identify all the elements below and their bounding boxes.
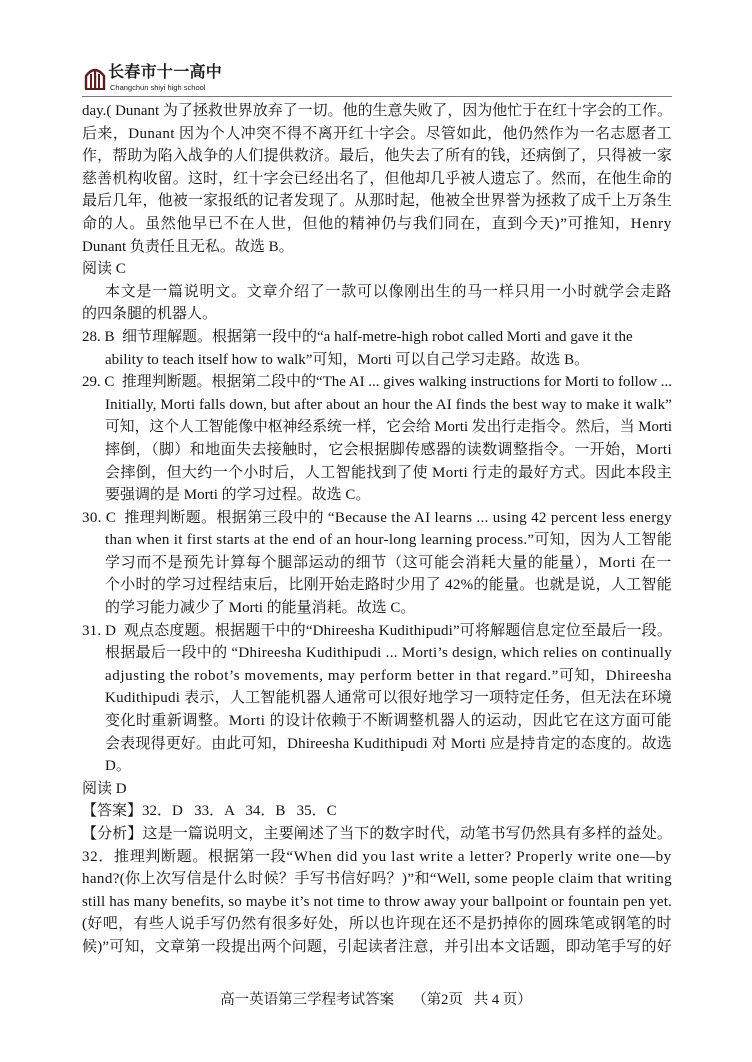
question-31-line: D。: [105, 758, 131, 775]
answer-key: 【答案】32．D 33．A 34．B 35．C: [82, 803, 337, 820]
question-32-line: hand?(你上次写信是什么时候？手写书信好吗？)”和“Well, some people claim that writing: [82, 871, 672, 888]
question-32-line: (好吧，有些人说手写仍然有很多好处，所以也许现在还不是扔掉你的圆珠笔或钢笔的时: [82, 916, 673, 933]
question-29-line: Initially, Morti falls down, but after about an hour the AI finds the best way to make it walk”: [105, 396, 672, 413]
header-divider: [82, 96, 672, 97]
question-30-line: 的学习能力减少了 Morti 的能量消耗。故选 C。: [105, 600, 416, 617]
explanation-line: 命的人。虽然他早已不在人世，但他的精神仍与我们同在，直到今天)”可推知，Henry: [82, 215, 672, 232]
question-30: [82, 507, 672, 620]
explanation-line: day.( Dunant 为了拯救世界放弃了一切。他的生意失败了，因为他忙于在红十字会的工作。: [82, 103, 672, 119]
passage-summary-line: 的四条腿的机器人。: [82, 306, 218, 323]
question-29-line: 摔倒，（脚）和地面失去接触时，它会根据脚传感器的读数调整指令。一开始，Morti: [105, 441, 672, 458]
footer-page-number: （第2页 共 4 页）: [412, 992, 532, 1008]
passage-summary-line: 本文是一篇说明文。文章介绍了一款可以像刚出生的马一样只用一小时就学会走路: [105, 283, 673, 300]
explanation-line: Dunant 负责任且无私。故选 B。: [82, 238, 294, 255]
explanation-line: 慈善机构收留。这时，红十字会已经出名了，但他却几乎被人遗忘了。然而，在他生命的: [82, 170, 672, 187]
reading-c-section: [82, 258, 672, 778]
question-28-line: ability to teach itself how to walk”可知，Morti 可以自己学习走路。故选 B。: [105, 351, 590, 368]
passage-analysis: 【分析】这是一篇说明文，主要阐述了当下的数字时代，动笔书写仍然具有多样的益处。: [82, 826, 672, 842]
question-32-line: 候)”可知，文章第一段提出两个问题，引起读者注意，并引出本文话题，即动笔手写的好: [82, 938, 672, 955]
question-30-line: 30. C 推理判断题。根据第三段中的 “Because the AI learns ... using 42 percent less energy: [82, 509, 672, 526]
question-32-line: still has many benefits, so maybe it’s not time to throw away your ballpoint or fountain pen yet.: [82, 893, 672, 910]
question-29: [82, 371, 672, 507]
question-29-line: 29. C 推理判断题。根据第二段中的“The AI ... gives walking instructions for Morti to follow ...: [82, 374, 672, 391]
question-31-line: 会表现得更好。由此可知，Dhireesha Kudithipudi 对 Morti 应是持肯定的态度的。故选: [105, 735, 672, 752]
question-31-line: adjusting the robot’s movements, may perform better in that regard.”可知，Dhireesha: [105, 667, 673, 684]
section-heading: 阅读 D: [82, 780, 127, 797]
explanation-line: 最后几年，他被一家报纸的记者发现了。从那时起，他被全世界誉为拯救了成千上万条生: [82, 193, 672, 210]
question-28-line: 28. B 细节理解题。根据第一段中的“a half-metre-high robot called Morti and gave it the: [82, 328, 633, 345]
answer-explanations: [82, 100, 672, 959]
page-header: [84, 63, 234, 93]
question-31-line: 变化时重新调整。Morti 的设计依赖于不断调整机器人的运动，因此它在这方面可能: [105, 713, 673, 730]
question-31-line: Kudithipudi 表示，人工智能机器人通常可以很好地学习一项特定任务，但无法在环境: [105, 690, 672, 707]
school-name-english: Changchun shiyi high school: [110, 83, 206, 92]
question-29-line: 要强调的是 Morti 的学习过程。故选 C。: [105, 487, 371, 504]
question-30-line: than when it first starts at the end of an hour-long learning process.”可知，因为人工智能: [105, 532, 673, 549]
question-29-line: 会摔倒，但大约一个小时后，人工智能找到了使 Morti 行走的最好方式。因此本段主: [105, 464, 673, 481]
question-32-line: 32．推理判断题。根据第一段“When did you last write a letter? Properly write one—by: [82, 848, 672, 865]
explanation-line: 后来，Dunant 因为个人冲突不得不离开红十字会。尽管如此，他仍然作为一名志愿者工: [82, 125, 673, 142]
school-name: 长春市十一高中: [108, 62, 223, 81]
question-30-line: 学习而不是预先计算每个腿部运动的细节（这可能会消耗大量的能量），Morti 在一: [105, 554, 672, 571]
page-footer: [0, 990, 752, 1010]
footer-title: 高一英语第三学程考试答案: [220, 992, 395, 1008]
question-31-line: 根据最后一段中的 “Dhireesha Kudithipudi ... Morti’s design, which relies on continually: [105, 645, 672, 662]
question-30-line: 个小时的学习过程结束后，比刚开始走路时少用了 42%的能量。也就是说，人工智能: [105, 577, 673, 594]
question-31: [82, 620, 672, 778]
question-29-line: 可知，这个人工智能像中枢神经系统一样，它会给 Morti 发出行走指令。然后，当 Morti: [105, 419, 673, 436]
section-heading: 阅读 C: [82, 261, 126, 278]
reading-d-section: [82, 778, 672, 959]
school-emblem-icon: [84, 64, 106, 91]
question-28: [82, 326, 672, 371]
question-31-line: 31. D 观点态度题。根据题干中的“Dhireesha Kudithipudi”可将解题信息定位至最后一段。: [82, 622, 673, 639]
explanation-line: 作，帮助为陷入战争的人们提供救济。最后，他失去了所有的钱，还病倒了，只得被一家: [82, 148, 672, 165]
previous-explanation: [82, 100, 672, 258]
